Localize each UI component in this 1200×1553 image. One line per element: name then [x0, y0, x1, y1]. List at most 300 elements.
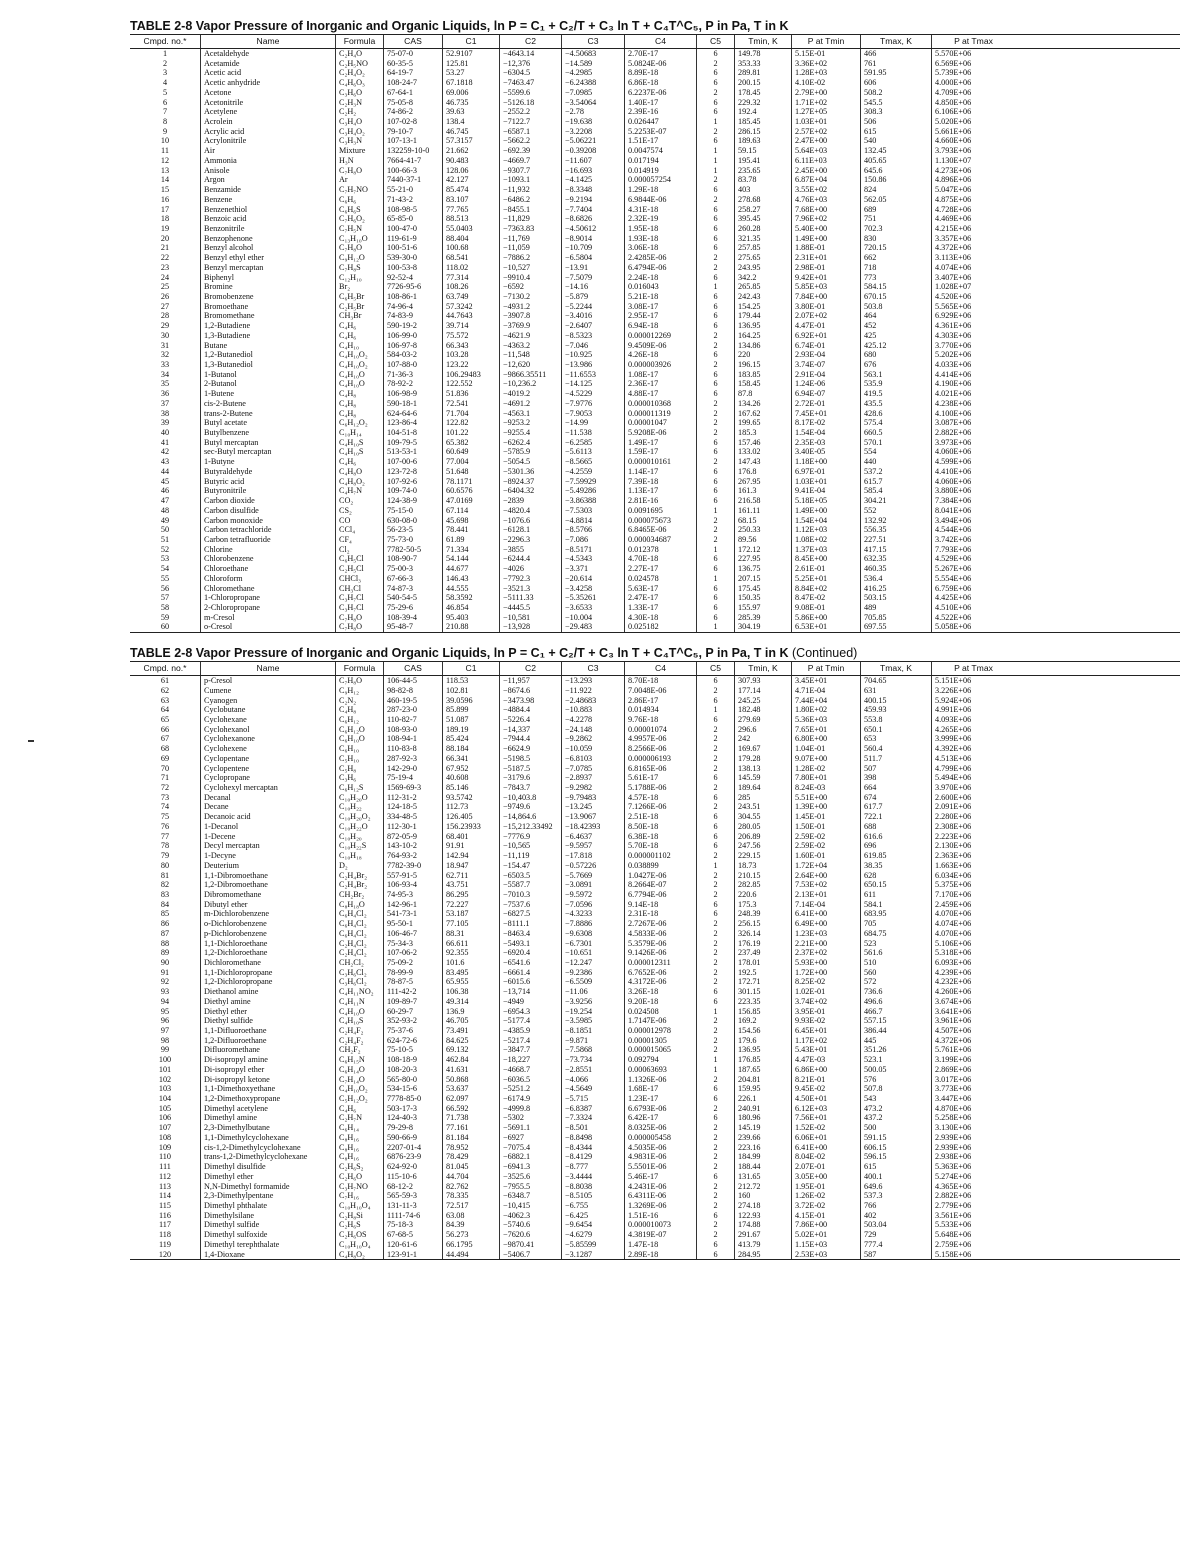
cell-tmin: 242 — [734, 734, 791, 744]
cell-p-at-tmin: 1.18E+00 — [791, 457, 860, 467]
table-row — [130, 341, 1180, 351]
cell-p-at-tmax: 5.267E+06 — [931, 564, 1015, 574]
cell-p-at-tmin: 7.44E+04 — [791, 696, 860, 706]
cell-cmpd-no: 27 — [160, 301, 170, 311]
cell-name: 1,2-Dimethoxypropane — [200, 1094, 335, 1104]
cell-c4: 6.8465E-06 — [624, 525, 696, 535]
cell-name: Dichloromethane — [200, 958, 335, 968]
cell-tmin: 353.33 — [734, 59, 791, 69]
cell-p-at-tmax: 4.033E+06 — [931, 360, 1015, 370]
cell-cmpd-no: 92 — [160, 977, 170, 987]
cell-c4: 0.00063693 — [624, 1065, 696, 1075]
cell-p-at-tmax: 4.232E+06 — [931, 977, 1015, 987]
cell-c4: 9.4509E-06 — [624, 341, 696, 351]
cell-p-at-tmax: 3.970E+06 — [931, 783, 1015, 793]
cell-c4: 2.81E-16 — [624, 496, 696, 506]
cell-c1: 100.68 — [442, 243, 499, 253]
header-cmpd-no: Cmpd. no.* — [143, 663, 187, 674]
cell-c2: −8111.1 — [499, 919, 561, 929]
cell-cmpd-no: 73 — [160, 792, 170, 802]
cell-cas: 74-96-4 — [383, 302, 442, 312]
cell-c5: 6 — [696, 477, 734, 487]
cell-c2: −7620.6 — [499, 1230, 561, 1240]
cell-name: Di-isopropyl ketone — [200, 1075, 335, 1085]
table-row — [130, 1143, 1180, 1153]
cell-cas: 75-09-2 — [383, 958, 442, 968]
cell-tmax: 507 — [860, 764, 931, 774]
cell-name: 1,2-Dichloropropane — [200, 977, 335, 987]
cell-p-at-tmin: 1.39E+00 — [791, 802, 860, 812]
cell-formula: C₆H₁₀O — [335, 734, 383, 744]
cell-p-at-tmax: 4.850E+06 — [931, 98, 1015, 108]
header-name: Name — [200, 35, 335, 48]
cell-cas: 123-72-8 — [383, 467, 442, 477]
cell-name: Decanoic acid — [200, 812, 335, 822]
cell-cas: 75-29-6 — [383, 603, 442, 613]
cell-name: Diethanol amine — [200, 987, 335, 997]
cell-c3: −16.693 — [561, 166, 624, 176]
cell-tmax: 729 — [860, 1230, 931, 1240]
cell-p-at-tmin: 6.80E+00 — [791, 734, 860, 744]
cell-c4: 2.95E-17 — [624, 311, 696, 321]
cell-c1: 85.424 — [442, 734, 499, 744]
cell-c2: −6503.5 — [499, 871, 561, 881]
cell-formula: C₃H₇NO — [335, 1182, 383, 1192]
table-row — [130, 1045, 1180, 1055]
table-row — [130, 263, 1180, 273]
cell-cas: 108-93-0 — [383, 725, 442, 735]
cell-p-at-tmax: 3.113E+06 — [931, 253, 1015, 263]
table-row — [130, 1201, 1180, 1211]
cell-tmin: 226.1 — [734, 1094, 791, 1104]
cell-tmax: 435.5 — [860, 399, 931, 409]
cell-tmin: 284.95 — [734, 1250, 791, 1260]
cell-c4: 2.32E-19 — [624, 214, 696, 224]
cell-cas: 142-29-0 — [383, 764, 442, 774]
cell-c2: −4999.8 — [499, 1104, 561, 1114]
cell-tmax: 591.95 — [860, 68, 931, 78]
cell-p-at-tmin: 1.52E-02 — [791, 1123, 860, 1133]
cell-tmin: 164.25 — [734, 331, 791, 341]
cell-cmpd-no: 87 — [160, 928, 170, 938]
cell-c1: 142.94 — [442, 851, 499, 861]
cell-c1: 67.1818 — [442, 78, 499, 88]
cell-tmax: 696 — [860, 841, 931, 851]
cell-c5: 2 — [696, 127, 734, 137]
table-row — [130, 696, 1180, 706]
cell-p-at-tmin: 6.97E-01 — [791, 467, 860, 477]
cell-tmax: 683.95 — [860, 909, 931, 919]
cell-p-at-tmin: 9.07E+00 — [791, 754, 860, 764]
cell-tmin: 176.8 — [734, 467, 791, 477]
cell-c5: 2 — [696, 418, 734, 428]
cell-c5: 6 — [696, 1250, 734, 1260]
cell-tmin: 184.99 — [734, 1152, 791, 1162]
cell-c3: −12.247 — [561, 958, 624, 968]
cell-tmin: 291.67 — [734, 1230, 791, 1240]
cell-formula: Mixture — [335, 146, 383, 156]
cell-tmax: 536.4 — [860, 574, 931, 584]
cell-p-at-tmax: 2.939E+06 — [931, 1133, 1015, 1143]
table-row — [130, 253, 1180, 263]
cell-cmpd-no: 53 — [160, 554, 170, 564]
cell-c1: 69.132 — [442, 1045, 499, 1055]
cell-cas: 71-43-2 — [383, 195, 442, 205]
cell-p-at-tmax: 2.882E+06 — [931, 1191, 1015, 1201]
cell-c3: −4.5229 — [561, 389, 624, 399]
cell-p-at-tmax: 4.074E+06 — [931, 263, 1015, 273]
table-row — [130, 812, 1180, 822]
table-row — [130, 1123, 1180, 1133]
cell-c1: 126.405 — [442, 812, 499, 822]
cell-c1: 118.53 — [442, 676, 499, 686]
table-row — [130, 136, 1180, 146]
cell-tmin: 285.39 — [734, 613, 791, 623]
table-row — [130, 1065, 1180, 1075]
table-row — [130, 773, 1180, 783]
cell-tmin: 413.79 — [734, 1240, 791, 1250]
cell-formula: CCl₄ — [335, 525, 383, 535]
cell-tmin: 156.85 — [734, 1007, 791, 1017]
cell-c4: 3.26E-18 — [624, 987, 696, 997]
cell-p-at-tmax: 6.569E+06 — [931, 59, 1015, 69]
cell-c3: −7.046 — [561, 341, 624, 351]
cell-formula: C₁₀H₂₀O₂ — [335, 812, 383, 822]
cell-formula: CO — [335, 516, 383, 526]
table-row — [130, 1036, 1180, 1046]
cell-formula: CH₂Br₂ — [335, 890, 383, 900]
cell-c5: 1 — [696, 282, 734, 292]
cell-cmpd-no: 30 — [160, 330, 170, 340]
cell-cmpd-no: 50 — [160, 525, 170, 535]
cell-p-at-tmax: 5.565E+06 — [931, 302, 1015, 312]
cell-tmax: 489 — [860, 603, 931, 613]
cell-c5: 6 — [696, 311, 734, 321]
cell-cas: 630-08-0 — [383, 516, 442, 526]
cell-p-at-tmax: 3.641E+06 — [931, 1007, 1015, 1017]
cell-c4: 6.4794E-06 — [624, 263, 696, 273]
cell-cas: 74-83-9 — [383, 311, 442, 321]
cell-p-at-tmax: 5.648E+06 — [931, 1230, 1015, 1240]
cell-c3: −3.1287 — [561, 1250, 624, 1260]
cell-tmin: 160 — [734, 1191, 791, 1201]
cell-cas: 78-92-2 — [383, 379, 442, 389]
cell-c5: 6 — [696, 584, 734, 594]
cell-tmin: 307.93 — [734, 676, 791, 686]
cell-p-at-tmin: 8.24E-03 — [791, 783, 860, 793]
cell-c3: −14.99 — [561, 418, 624, 428]
cell-p-at-tmin: 6.41E+00 — [791, 909, 860, 919]
cell-formula: C₂H₈Si — [335, 1211, 383, 1221]
cell-tmax: 398 — [860, 773, 931, 783]
cell-c3: −2.8551 — [561, 1065, 624, 1075]
cell-p-at-tmax: 1.028E+07 — [931, 282, 1015, 292]
cell-formula: C₂H₃N — [335, 98, 383, 108]
cell-c2: −10,527 — [499, 263, 561, 273]
table-row — [130, 477, 1180, 487]
table-row — [130, 1113, 1180, 1123]
cell-c2: −10,565 — [499, 841, 561, 851]
table-row — [130, 1240, 1180, 1250]
cell-cas: 764-93-2 — [383, 851, 442, 861]
cell-name: Bromoethane — [200, 302, 335, 312]
cell-p-at-tmin: 2.98E-01 — [791, 263, 860, 273]
cell-c1: 95.403 — [442, 613, 499, 623]
cell-cas: 584-03-2 — [383, 350, 442, 360]
cell-tmax: 500 — [860, 1123, 931, 1133]
cell-c3: −7.9053 — [561, 409, 624, 419]
cell-formula: C₄H₁₁NO₂ — [335, 987, 383, 997]
cell-c4: 6.9844E-06 — [624, 195, 696, 205]
cell-c3: −11.538 — [561, 428, 624, 438]
cell-c4: 1.13E-17 — [624, 486, 696, 496]
cell-c2: −8455.1 — [499, 205, 561, 215]
table-row — [130, 273, 1180, 283]
cell-c1: 44.704 — [442, 1172, 499, 1182]
cell-c2: −4385.9 — [499, 1026, 561, 1036]
cell-c5: 2 — [696, 783, 734, 793]
cell-c3: −4.50612 — [561, 224, 624, 234]
cell-tmin: 289.81 — [734, 68, 791, 78]
cell-c1: 77.105 — [442, 919, 499, 929]
cell-c5: 6 — [696, 1094, 734, 1104]
cell-p-at-tmin: 3.80E-01 — [791, 302, 860, 312]
cell-c5: 6 — [696, 486, 734, 496]
cell-cmpd-no: 7 — [162, 107, 168, 117]
cell-name: o-Cresol — [200, 622, 335, 632]
cell-name: p-Dichlorobenzene — [200, 929, 335, 939]
cell-c3: −8.5323 — [561, 331, 624, 341]
cell-p-at-tmax: 4.190E+06 — [931, 379, 1015, 389]
cell-cas: 624-92-0 — [383, 1162, 442, 1172]
cell-formula: C₃H₄O — [335, 117, 383, 127]
header-cmpd-no: Cmpd. no.* — [143, 36, 187, 46]
cell-formula: Ar — [335, 175, 383, 185]
table-row — [130, 321, 1180, 331]
cell-c3: −3.86388 — [561, 496, 624, 506]
cell-p-at-tmax: 2.459E+06 — [931, 900, 1015, 910]
cell-formula: C₄H₇N — [335, 486, 383, 496]
cell-c4: 4.70E-18 — [624, 554, 696, 564]
cell-cas: 7664-41-7 — [383, 156, 442, 166]
cell-name: Benzoic acid — [200, 214, 335, 224]
cell-tmin: 227.95 — [734, 554, 791, 564]
cell-formula: C₃H₆ — [335, 773, 383, 783]
cell-c5: 6 — [696, 822, 734, 832]
cell-formula: C₁₀H₂₀ — [335, 832, 383, 842]
cell-c3: −4.2278 — [561, 715, 624, 725]
cell-cas: 106-99-0 — [383, 331, 442, 341]
cell-cmpd-no: 19 — [160, 223, 170, 233]
cell-c4: 4.88E-17 — [624, 389, 696, 399]
cell-c4: 4.31E-18 — [624, 205, 696, 215]
cell-cas: 75-07-0 — [383, 49, 442, 59]
cell-formula: C₄H₈O₂ — [335, 477, 383, 487]
cell-c3: −2.78 — [561, 107, 624, 117]
cell-p-at-tmin: 7.65E+01 — [791, 725, 860, 735]
cell-p-at-tmax: 2.938E+06 — [931, 1152, 1015, 1162]
cell-cas: 109-89-7 — [383, 997, 442, 1007]
cell-cas: 75-00-3 — [383, 564, 442, 574]
cell-p-at-tmin: 3.72E-02 — [791, 1201, 860, 1211]
cell-p-at-tmax: 4.513E+06 — [931, 754, 1015, 764]
cell-tmax: 428.6 — [860, 409, 931, 419]
cell-cmpd-no: 111 — [159, 1162, 171, 1172]
cell-formula: C₄H₁₀O — [335, 370, 383, 380]
cell-c3: −10.925 — [561, 350, 624, 360]
cell-cmpd-no: 8 — [162, 117, 168, 127]
cell-c1: 66.341 — [442, 754, 499, 764]
table-row — [130, 832, 1180, 842]
cell-p-at-tmin: 4.47E-01 — [791, 321, 860, 331]
cell-p-at-tmin: 1.88E-01 — [791, 243, 860, 253]
cell-p-at-tmax: 4.070E+06 — [931, 909, 1015, 919]
cell-tmin: 59.15 — [734, 146, 791, 156]
cell-cmpd-no: 114 — [159, 1191, 171, 1201]
cell-tmin: 136.95 — [734, 1045, 791, 1055]
cell-c1: 86.295 — [442, 890, 499, 900]
cell-c5: 6 — [696, 715, 734, 725]
cell-c4: 0.000011319 — [624, 409, 696, 419]
cell-c2: −6304.5 — [499, 68, 561, 78]
cell-c5: 2 — [696, 754, 734, 764]
cell-tmin: 122.93 — [734, 1211, 791, 1221]
cell-c5: 1 — [696, 705, 734, 715]
cell-tmax: 570.1 — [860, 438, 931, 448]
cell-c1: 40.608 — [442, 773, 499, 783]
cell-formula: C₂H₆S₂ — [335, 1162, 383, 1172]
header-p-at-tmax: P at Tmax — [931, 662, 1015, 675]
cell-tmax: 507.8 — [860, 1084, 931, 1094]
cell-name: 1,1-Dichloropropane — [200, 968, 335, 978]
cell-p-at-tmax: 4.260E+06 — [931, 987, 1015, 997]
table-row — [130, 370, 1180, 380]
cell-cmpd-no: 54 — [160, 564, 170, 574]
cell-cas: 1111-74-6 — [383, 1211, 442, 1221]
cell-p-at-tmin: 7.80E+01 — [791, 773, 860, 783]
cell-formula: C₄H₁₀O₂ — [335, 1084, 383, 1094]
cell-c1: 18.947 — [442, 861, 499, 871]
cell-c1: 101.22 — [442, 428, 499, 438]
cell-p-at-tmin: 3.74E+02 — [791, 997, 860, 1007]
cell-name: Cyclobutane — [200, 705, 335, 715]
cell-tmax: 132.92 — [860, 516, 931, 526]
cell-cmpd-no: 48 — [160, 505, 170, 515]
cell-formula: C₈H₁₈O — [335, 900, 383, 910]
cell-c4: 2.47E-17 — [624, 593, 696, 603]
cell-c3: −3.371 — [561, 564, 624, 574]
cell-p-at-tmax: 4.599E+06 — [931, 457, 1015, 467]
cell-p-at-tmax: 5.739E+06 — [931, 68, 1015, 78]
cell-c3: −4.50683 — [561, 49, 624, 59]
cell-p-at-tmax: 4.265E+06 — [931, 725, 1015, 735]
cell-formula: C₃H₆Cl₂ — [335, 977, 383, 987]
cell-c1: 51.648 — [442, 467, 499, 477]
cell-cmpd-no: 82 — [160, 880, 170, 890]
cell-tmax: 585.4 — [860, 486, 931, 496]
cell-cmpd-no: 33 — [160, 360, 170, 369]
cell-c4: 0.000006193 — [624, 754, 696, 764]
cell-c1: 83.107 — [442, 195, 499, 205]
cell-c2: −3521.3 — [499, 584, 561, 594]
cell-c4: 5.1788E-06 — [624, 783, 696, 793]
cell-c2: −4884.4 — [499, 705, 561, 715]
cell-cas: 98-82-8 — [383, 686, 442, 696]
cell-cmpd-no: 56 — [160, 583, 170, 593]
cell-c2: −2839 — [499, 496, 561, 506]
cell-p-at-tmin: 6.49E+00 — [791, 919, 860, 929]
cell-tmax: 751 — [860, 214, 931, 224]
cell-name: 1,2-Difluoroethane — [200, 1036, 335, 1046]
cell-p-at-tmin: 9.08E-01 — [791, 603, 860, 613]
cell-c1: 57.3157 — [442, 136, 499, 146]
cell-formula: C₆H₁₂ — [335, 715, 383, 725]
cell-c5: 6 — [696, 234, 734, 244]
table-row — [130, 764, 1180, 774]
cell-formula: C₂H₄F₂ — [335, 1036, 383, 1046]
cell-c2: −7843.7 — [499, 783, 561, 793]
cell-tmax: 615.7 — [860, 477, 931, 487]
table-row — [130, 1133, 1180, 1143]
table-row — [130, 584, 1180, 594]
table-row — [130, 360, 1180, 370]
cell-c5: 2 — [696, 890, 734, 900]
cell-c4: 2.86E-17 — [624, 696, 696, 706]
cell-tmin: 199.65 — [734, 418, 791, 428]
cell-cmpd-no: 89 — [160, 948, 170, 958]
cell-formula: C₄H₆ — [335, 1104, 383, 1114]
table-row — [130, 676, 1180, 686]
cell-cas: 7778-85-0 — [383, 1094, 442, 1104]
cell-c3: −13.293 — [561, 676, 624, 686]
cell-cas: 92-52-4 — [383, 273, 442, 283]
cell-c1: 63.749 — [442, 292, 499, 302]
cell-p-at-tmin: 8.04E-02 — [791, 1152, 860, 1162]
cell-p-at-tmin: 1.15E+03 — [791, 1240, 860, 1250]
cell-p-at-tmax: 4.303E+06 — [931, 331, 1015, 341]
cell-c1: 55.0403 — [442, 224, 499, 234]
cell-c1: 88.404 — [442, 234, 499, 244]
cell-cas: 540-54-5 — [383, 593, 442, 603]
cell-cas: 334-48-5 — [383, 812, 442, 822]
cell-c5: 2 — [696, 1201, 734, 1211]
table-caption — [130, 18, 1180, 34]
cell-formula: C₄H₁₀O — [335, 379, 383, 389]
cell-formula: Br₂ — [335, 282, 383, 292]
cell-c3: −9.871 — [561, 1036, 624, 1046]
cell-p-at-tmax: 6.929E+06 — [931, 311, 1015, 321]
table-row — [130, 389, 1180, 399]
table-row — [130, 574, 1180, 584]
cell-c2: −3179.6 — [499, 773, 561, 783]
cell-c2: −7363.83 — [499, 224, 561, 234]
cell-tmax: 645.6 — [860, 166, 931, 176]
cell-tmax: 496.6 — [860, 997, 931, 1007]
cell-c2: −6827.5 — [499, 909, 561, 919]
cell-c1: 53.637 — [442, 1084, 499, 1094]
cell-c4: 6.4311E-06 — [624, 1191, 696, 1201]
cell-cmpd-no: 106 — [158, 1113, 172, 1123]
cell-name: Acetaldehyde — [200, 49, 335, 59]
cell-p-at-tmin: 3.05E+00 — [791, 1172, 860, 1182]
cell-cas: 78-99-9 — [383, 968, 442, 978]
cell-c3: −0.39208 — [561, 146, 624, 156]
cell-tmax: 650.1 — [860, 725, 931, 735]
cell-tmax: 606.15 — [860, 1143, 931, 1153]
cell-c5: 6 — [696, 909, 734, 919]
cell-c2: −5691.1 — [499, 1123, 561, 1133]
cell-cmpd-no: 5 — [162, 87, 168, 97]
